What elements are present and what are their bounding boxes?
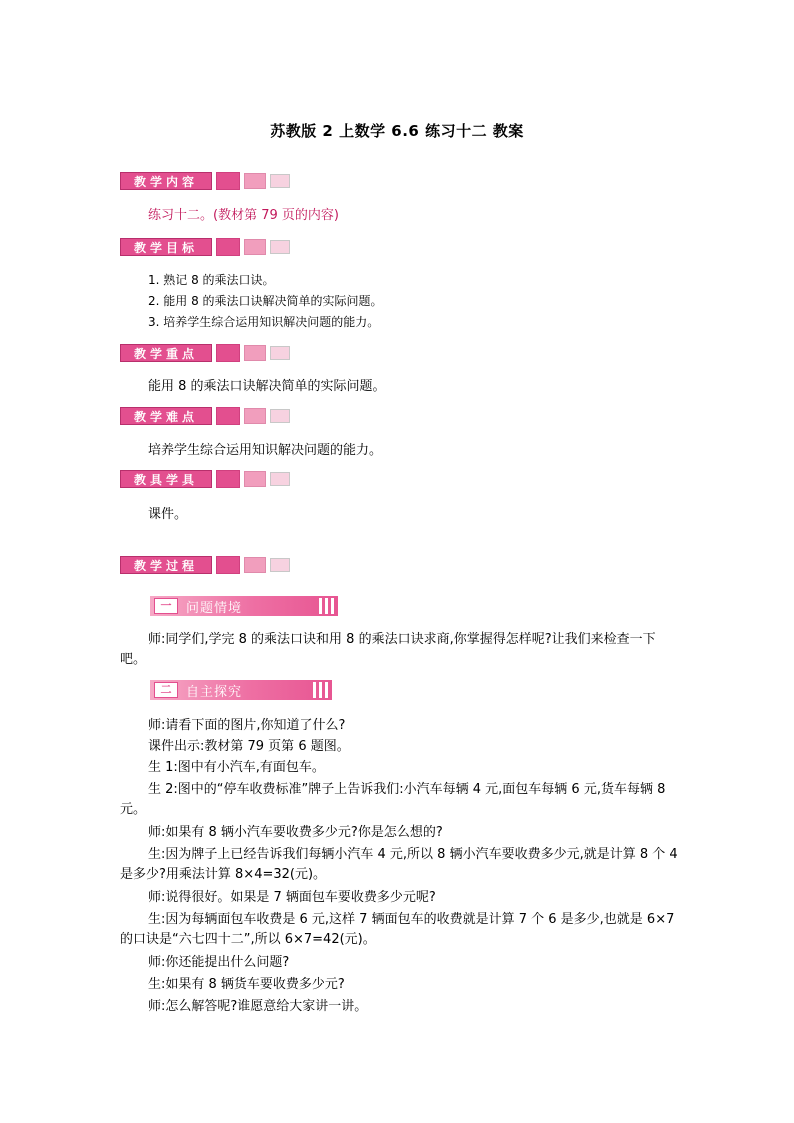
paragraph: 师:说得很好。如果是 7 辆面包车要收费多少元呢? [148, 890, 436, 905]
section-header-process [120, 556, 290, 574]
tools-text: 课件。 [148, 507, 188, 522]
section-header-goals [120, 238, 290, 256]
paragraph: 师:同学们,学完 8 的乘法口诀和用 8 的乘法口诀求商,你掌握得怎样呢?让我们来检查一下吧。 [120, 632, 656, 667]
section-label: 教学难点 [120, 407, 212, 425]
paragraph: 生 2:图中的“停车收费标准”牌子上告诉我们:小汽车每辆 4 元,面包车每辆 6 元,货车每辆 8 元。 [120, 782, 666, 817]
paragraph: 师:你还能提出什么问题? [148, 955, 290, 970]
key-points-text: 能用 8 的乘法口诀解决简单的实际问题。 [148, 379, 386, 394]
section-header-content [120, 172, 290, 190]
decor-square [216, 238, 240, 256]
section-label: 教学重点 [120, 344, 212, 362]
paragraph: 生:因为每辆面包车收费是 6 元,这样 7 辆面包车的收费就是计算 7 个 6 是多少,也就是 6×7 的口诀是“六七四十二”,所以 6×7=42(元)。 [120, 912, 675, 947]
subsection-header-problem-context [150, 596, 338, 616]
section-label: 教具学具 [120, 470, 212, 488]
decor-bars [319, 598, 334, 614]
decor-square [244, 173, 266, 189]
decor-square [244, 345, 266, 361]
paragraph: 生:因为牌子上已经告诉我们每辆小汽车 4 元,所以 8 辆小汽车要收费多少元,就是计算 8 个 4 是多少?用乘法计算 8×4=32(元)。 [120, 847, 678, 882]
paragraph: 师:如果有 8 辆小汽车要收费多少元?你是怎么想的? [148, 825, 443, 840]
decor-square [244, 557, 266, 573]
goal-item: 2. 能用 8 的乘法口诀解决简单的实际问题。 [148, 294, 383, 308]
subsection-title: 问题情境 [186, 600, 243, 616]
subsection-header-exploration [150, 680, 332, 700]
section-label: 教学内容 [120, 172, 212, 190]
decor-square [216, 470, 240, 488]
subsection-number: 一 [154, 598, 178, 614]
decor-square [270, 472, 290, 486]
paragraph: 课件出示:教材第 79 页第 6 题图。 [148, 739, 350, 754]
decor-square [244, 239, 266, 255]
decor-square [270, 558, 290, 572]
decor-square [244, 471, 266, 487]
section-header-tools [120, 470, 290, 488]
section-label: 教学过程 [120, 556, 212, 574]
paragraph: 师:请看下面的图片,你知道了什么? [148, 718, 346, 733]
paragraph: 师:怎么解答呢?谁愿意给大家讲一讲。 [148, 999, 368, 1014]
decor-square [216, 344, 240, 362]
subsection-number: 二 [154, 682, 178, 698]
goal-item: 3. 培养学生综合运用知识解决问题的能力。 [148, 315, 380, 329]
decor-square [216, 172, 240, 190]
decor-square [216, 407, 240, 425]
decor-square [270, 346, 290, 360]
goal-item: 1. 熟记 8 的乘法口诀。 [148, 273, 275, 287]
decor-square [270, 174, 290, 188]
subsection-title: 自主探究 [186, 684, 243, 700]
section-header-difficulties [120, 407, 290, 425]
document-title: 苏教版 2 上数学 6.6 练习十二 教案 [270, 122, 524, 140]
paragraph: 生:如果有 8 辆货车要收费多少元? [148, 977, 345, 992]
decor-square [270, 409, 290, 423]
section-header-key-points [120, 344, 290, 362]
decor-square [270, 240, 290, 254]
section-label: 教学目标 [120, 238, 212, 256]
decor-square [216, 556, 240, 574]
paragraph: 生 1:图中有小汽车,有面包车。 [148, 760, 325, 775]
content-text: 练习十二。(教材第 79 页的内容) [148, 208, 339, 223]
difficulties-text: 培养学生综合运用知识解决问题的能力。 [148, 443, 383, 458]
decor-bars [313, 682, 328, 698]
decor-square [244, 408, 266, 424]
